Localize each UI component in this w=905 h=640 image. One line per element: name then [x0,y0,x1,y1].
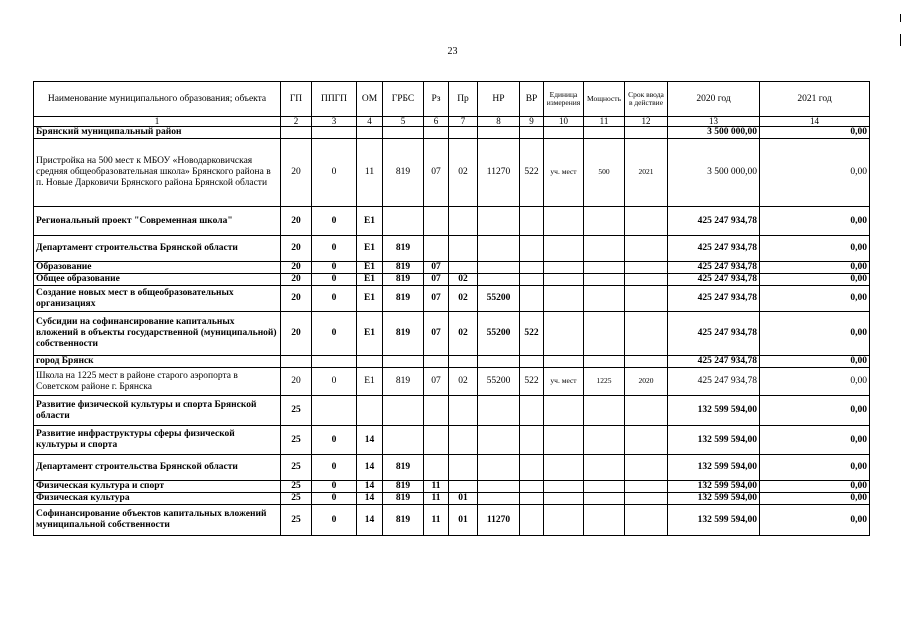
code-cell [520,207,544,236]
amount-cell: 0,00 [760,262,870,274]
table-row [34,426,870,455]
row-name-cell: Образование [34,262,281,274]
code-cell [449,396,478,426]
code-cell [520,455,544,481]
code-cell: 07 [424,262,449,274]
code-cell [584,207,625,236]
code-cell [478,274,520,286]
row-name-cell: Субсидии на софинансирование капитальных вложений в объекты государственной (муниципальной) собственности [34,312,281,356]
code-cell: уч. мест [544,139,584,207]
code-cell [584,262,625,274]
code-cell [584,236,625,262]
code-cell: 11270 [478,505,520,536]
code-cell: E1 [357,312,383,356]
amount-cell: 132 599 594,00 [668,426,760,455]
code-cell [544,312,584,356]
code-cell: 14 [357,505,383,536]
column-number: 13 [668,117,760,127]
code-cell: 14 [357,455,383,481]
code-cell [625,274,668,286]
code-cell [544,396,584,426]
code-cell [625,505,668,536]
page-number: 23 [447,46,458,57]
code-cell: 20 [281,207,312,236]
code-cell [520,286,544,312]
code-cell: 819 [383,505,424,536]
code-cell: 11 [424,505,449,536]
amount-cell: 0,00 [760,396,870,426]
code-cell [584,426,625,455]
code-cell [478,207,520,236]
code-cell [625,286,668,312]
code-cell: E1 [357,274,383,286]
code-cell [544,481,584,493]
code-cell: 02 [449,274,478,286]
amount-cell: 0,00 [760,127,870,139]
code-cell [520,127,544,139]
amount-cell: 0,00 [760,139,870,207]
code-cell: 20 [281,139,312,207]
code-cell: 14 [357,481,383,493]
code-cell [478,262,520,274]
code-cell [424,356,449,368]
code-cell [449,207,478,236]
code-cell [520,396,544,426]
code-cell: 25 [281,481,312,493]
column-header: ГП [281,82,312,117]
code-cell: 819 [383,368,424,396]
table-row [34,356,870,368]
code-cell: 522 [520,368,544,396]
code-cell: 20 [281,368,312,396]
code-cell: 0 [312,262,357,274]
code-cell: 0 [312,455,357,481]
code-cell [625,481,668,493]
column-number: 6 [424,117,449,127]
amount-cell: 425 247 934,78 [668,286,760,312]
table-row [34,505,870,536]
code-cell [625,127,668,139]
code-cell [544,455,584,481]
code-cell [625,455,668,481]
code-cell [520,262,544,274]
code-cell [449,455,478,481]
code-cell: 20 [281,262,312,274]
code-cell: 0 [312,368,357,396]
code-cell [544,356,584,368]
column-header: ОМ [357,82,383,117]
code-cell [478,455,520,481]
column-header: ГРБС [383,82,424,117]
table-row [34,236,870,262]
code-cell [544,127,584,139]
code-cell [584,274,625,286]
amount-cell: 0,00 [760,236,870,262]
code-cell: E1 [357,236,383,262]
code-cell [478,127,520,139]
code-cell [478,426,520,455]
row-name-cell: Департамент строительства Брянской области [34,455,281,481]
code-cell [312,127,357,139]
code-cell: 819 [383,236,424,262]
row-name-cell: Физическая культура и спорт [34,481,281,493]
code-cell: 11 [357,139,383,207]
column-number: 7 [449,117,478,127]
column-number: 1 [34,117,281,127]
code-cell [478,493,520,505]
row-name-cell: Брянский муниципальный район [34,127,281,139]
code-cell: 02 [449,286,478,312]
code-cell: 07 [424,274,449,286]
code-cell [449,262,478,274]
code-cell [625,236,668,262]
code-cell: 522 [520,139,544,207]
column-number: 14 [760,117,870,127]
code-cell: 0 [312,274,357,286]
code-cell [584,312,625,356]
column-number: 12 [625,117,668,127]
code-cell: 0 [312,481,357,493]
column-header: НР [478,82,520,117]
table-row [34,455,870,481]
code-cell: E1 [357,368,383,396]
code-cell [520,505,544,536]
code-cell [625,262,668,274]
code-cell: 11 [424,481,449,493]
code-cell: 55200 [478,312,520,356]
code-cell [383,426,424,455]
code-cell [478,356,520,368]
code-cell: 25 [281,505,312,536]
code-cell: 819 [383,139,424,207]
column-header: 2021 год [760,82,870,117]
code-cell: 0 [312,505,357,536]
code-cell [584,286,625,312]
code-cell [625,207,668,236]
code-cell: 819 [383,312,424,356]
table-row [34,127,870,139]
code-cell: 1225 [584,368,625,396]
code-cell: 01 [449,493,478,505]
code-cell: 0 [312,286,357,312]
code-cell [520,356,544,368]
code-cell: 11270 [478,139,520,207]
code-cell [544,274,584,286]
code-cell: 0 [312,426,357,455]
code-cell [625,493,668,505]
code-cell [424,426,449,455]
code-cell [281,356,312,368]
table-row [34,481,870,493]
code-cell: 07 [424,312,449,356]
code-cell [584,396,625,426]
row-name-cell: Школа на 1225 мест в районе старого аэропорта в Советском районе г. Брянска [34,368,281,396]
amount-cell: 3 500 000,00 [668,139,760,207]
column-header: Единица измерения [544,82,584,117]
code-cell: E1 [357,207,383,236]
amount-cell: 0,00 [760,455,870,481]
code-cell: 500 [584,139,625,207]
amount-cell: 0,00 [760,426,870,455]
code-cell: 819 [383,286,424,312]
code-cell [544,236,584,262]
code-cell [383,127,424,139]
code-cell: 2021 [625,139,668,207]
row-name-cell: Общее образование [34,274,281,286]
amount-cell: 425 247 934,78 [668,207,760,236]
amount-cell: 425 247 934,78 [668,236,760,262]
code-cell [625,356,668,368]
row-name-cell: Развитие инфраструктуры сферы физической культуры и спорта [34,426,281,455]
code-cell [449,481,478,493]
code-cell: 20 [281,286,312,312]
column-number: 5 [383,117,424,127]
amount-cell: 0,00 [760,286,870,312]
code-cell: E1 [357,262,383,274]
code-cell [424,127,449,139]
scan-edge-marks [900,14,901,58]
code-cell: 0 [312,207,357,236]
column-number-row [34,117,870,127]
amount-cell: 132 599 594,00 [668,505,760,536]
code-cell [449,127,478,139]
column-number: 9 [520,117,544,127]
amount-cell: 0,00 [760,274,870,286]
code-cell: 07 [424,286,449,312]
code-cell [312,396,357,426]
amount-cell: 132 599 594,00 [668,455,760,481]
table-row [34,207,870,236]
amount-cell: 0,00 [760,312,870,356]
code-cell [520,481,544,493]
row-name-cell: Пристройка на 500 мест к МБОУ «Новодарковичская средняя общеобразовательная школа» Брянского района в п. Новые Дарковичи Брянского района Брянской области [34,139,281,207]
code-cell [424,207,449,236]
code-cell [544,262,584,274]
code-cell: 819 [383,262,424,274]
code-cell [424,236,449,262]
row-name-cell: Региональный проект "Современная школа" [34,207,281,236]
code-cell: 25 [281,396,312,426]
code-cell [544,207,584,236]
table-row [34,312,870,356]
table-header-row [34,82,870,117]
code-cell: 0 [312,139,357,207]
code-cell: 20 [281,312,312,356]
code-cell: 25 [281,455,312,481]
code-cell [281,127,312,139]
code-cell: 522 [520,312,544,356]
table-row [34,396,870,426]
table-row [34,368,870,396]
amount-cell: 425 247 934,78 [668,368,760,396]
budget-table [33,81,870,536]
amount-cell: 425 247 934,78 [668,356,760,368]
amount-cell: 0,00 [760,493,870,505]
code-cell [357,356,383,368]
code-cell [584,127,625,139]
code-cell: 14 [357,426,383,455]
code-cell [625,312,668,356]
code-cell [449,426,478,455]
code-cell: 0 [312,493,357,505]
code-cell: уч. мест [544,368,584,396]
amount-cell: 132 599 594,00 [668,396,760,426]
code-cell: 0 [312,312,357,356]
code-cell: 02 [449,368,478,396]
code-cell: 07 [424,139,449,207]
code-cell [357,127,383,139]
amount-cell: 132 599 594,00 [668,493,760,505]
code-cell [383,207,424,236]
code-cell: 819 [383,274,424,286]
table-row [34,274,870,286]
column-header: 2020 год [668,82,760,117]
column-number: 11 [584,117,625,127]
column-header: Наименование муниципального образования; объекта [34,82,281,117]
amount-cell: 425 247 934,78 [668,312,760,356]
code-cell [584,356,625,368]
code-cell [424,455,449,481]
column-header: ППГП [312,82,357,117]
code-cell [383,356,424,368]
row-name-cell: Развитие физической культуры и спорта Брянской области [34,396,281,426]
code-cell [520,236,544,262]
column-number: 3 [312,117,357,127]
code-cell [625,426,668,455]
table-row [34,286,870,312]
code-cell: 01 [449,505,478,536]
code-cell: 11 [424,493,449,505]
code-cell: 07 [424,368,449,396]
amount-cell: 0,00 [760,356,870,368]
code-cell [520,274,544,286]
amount-cell: 0,00 [760,481,870,493]
code-cell: 0 [312,236,357,262]
amount-cell: 425 247 934,78 [668,274,760,286]
code-cell [357,396,383,426]
code-cell: 55200 [478,368,520,396]
column-number: 2 [281,117,312,127]
column-number: 4 [357,117,383,127]
column-header: Срок ввода в действие [625,82,668,117]
amount-cell: 0,00 [760,368,870,396]
code-cell [625,396,668,426]
code-cell [478,396,520,426]
code-cell: 20 [281,274,312,286]
row-name-cell: Департамент строительства Брянской области [34,236,281,262]
amount-cell: 0,00 [760,207,870,236]
amount-cell: 132 599 594,00 [668,481,760,493]
code-cell [584,505,625,536]
table-body [34,127,870,536]
code-cell: 02 [449,139,478,207]
code-cell [449,356,478,368]
code-cell [584,493,625,505]
row-name-cell: город Брянск [34,356,281,368]
code-cell [312,356,357,368]
code-cell [584,481,625,493]
code-cell [520,493,544,505]
code-cell [544,493,584,505]
code-cell [544,426,584,455]
code-cell: 819 [383,493,424,505]
code-cell [544,286,584,312]
amount-cell: 3 500 000,00 [668,127,760,139]
row-name-cell: Софинансирование объектов капитальных вложений муниципальной собственности [34,505,281,536]
code-cell: 20 [281,236,312,262]
code-cell [520,426,544,455]
code-cell: 25 [281,493,312,505]
table-row [34,139,870,207]
column-number: 10 [544,117,584,127]
code-cell [544,505,584,536]
column-header: Рз [424,82,449,117]
column-header: Пр [449,82,478,117]
code-cell [383,396,424,426]
code-cell: 02 [449,312,478,356]
column-header: ВР [520,82,544,117]
code-cell: 25 [281,426,312,455]
code-cell: 819 [383,481,424,493]
code-cell: E1 [357,286,383,312]
table-row [34,493,870,505]
amount-cell: 425 247 934,78 [668,262,760,274]
code-cell: 55200 [478,286,520,312]
column-header: Мощность [584,82,625,117]
code-cell: 14 [357,493,383,505]
row-name-cell: Физическая культура [34,493,281,505]
code-cell: 819 [383,455,424,481]
code-cell: 2020 [625,368,668,396]
code-cell [478,236,520,262]
code-cell [584,455,625,481]
row-name-cell: Создание новых мест в общеобразовательных организациях [34,286,281,312]
code-cell [478,481,520,493]
code-cell [424,396,449,426]
table-row [34,262,870,274]
column-number: 8 [478,117,520,127]
amount-cell: 0,00 [760,505,870,536]
code-cell [449,236,478,262]
